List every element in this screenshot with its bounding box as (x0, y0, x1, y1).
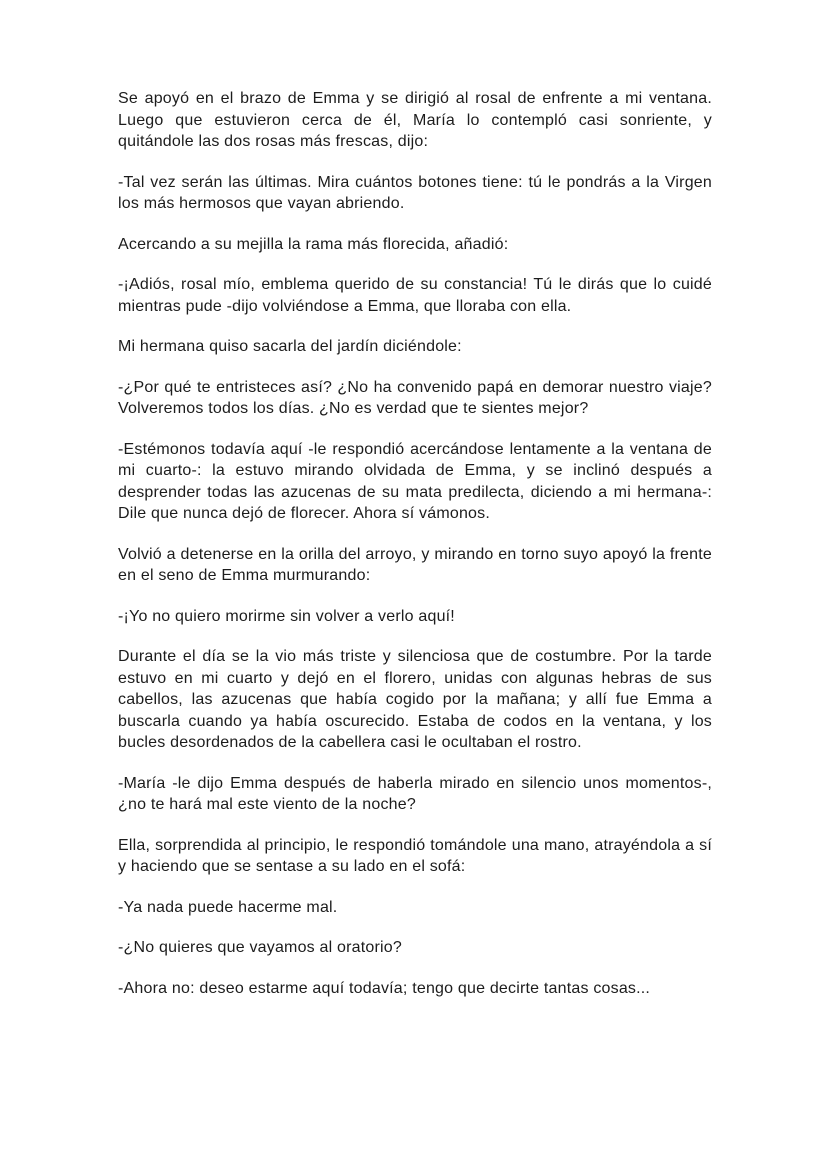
paragraph-1: Se apoyó en el brazo de Emma y se dirigió al rosal de enfrente a mi ventana. Luego que estuvieron cerca de él, María lo contempló casi sonriente, y quitándole las dos rosas más frescas, dijo: (118, 90, 712, 150)
paragraph-6: -¿Por qué te entristeces así? ¿No ha convenido papá en demorar nuestro viaje? Volveremos todos los días. ¿No es verdad que te sientes mejor? (118, 378, 712, 417)
paragraph-13: -Ya nada puede hacerme mal. (118, 898, 338, 916)
paragraph-12: Ella, sorprendida al principio, le respondió tomándole una mano, atrayéndola a sí y haciendo que se sentase a su lado en el sofá: (118, 836, 712, 875)
text-block (118, 88, 712, 999)
paragraph-2: -Tal vez serán las últimas. Mira cuántos botones tiene: tú le pondrás a la Virgen los más hermosos que vayan abriendo. (118, 173, 712, 212)
paragraph-7: -Estémonos todavía aquí -le respondió acercándose lentamente a la ventana de mi cuarto-: la estuvo mirando olvidada de Emma, y se inclinó después a desprender todas las azucenas de su mata predilecta, diciendo a mi hermana-: Dile que nunca dejó de florecer. Ahora sí vámonos. (118, 440, 712, 522)
paragraph-10: Durante el día se la vio más triste y silenciosa que de costumbre. Por la tarde estuvo en mi cuarto y dejó en el florero, unidas con algunas hebras de sus cabellos, las azucenas que había cogido por la mañana; y allí fue Emma a buscarla cuando ya había oscurecido. Estaba de codos en la ventana, y los bucles desordenados de la cabellera casi le ocultaban el rostro. (118, 648, 712, 751)
paragraph-5: Mi hermana quiso sacarla del jardín diciéndole: (118, 338, 462, 355)
paragraph-14: -¿No quieres que vayamos al oratorio? (118, 939, 402, 956)
paragraph-4: -¡Adiós, rosal mío, emblema querido de su constancia! Tú le dirás que lo cuidé mientras pude -dijo volviéndose a Emma, que lloraba con ella. (118, 276, 712, 315)
paragraph-9: -¡Yo no quiero morirme sin volver a verlo aquí! (118, 607, 455, 625)
paragraph-8: Volvió a detenerse en la orilla del arroyo, y mirando en torno suyo apoyó la frente en el seno de Emma murmurando: (118, 545, 712, 584)
paragraph-3: Acercando a su mejilla la rama más florecida, añadió: (118, 235, 509, 253)
paragraph-15: -Ahora no: deseo estarme aquí todavía; tengo que decirte tantas cosas... (118, 979, 651, 997)
paragraph-11: -María -le dijo Emma después de haberla mirado en silencio unos momentos-, ¿no te hará mal este viento de la noche? (118, 774, 712, 813)
